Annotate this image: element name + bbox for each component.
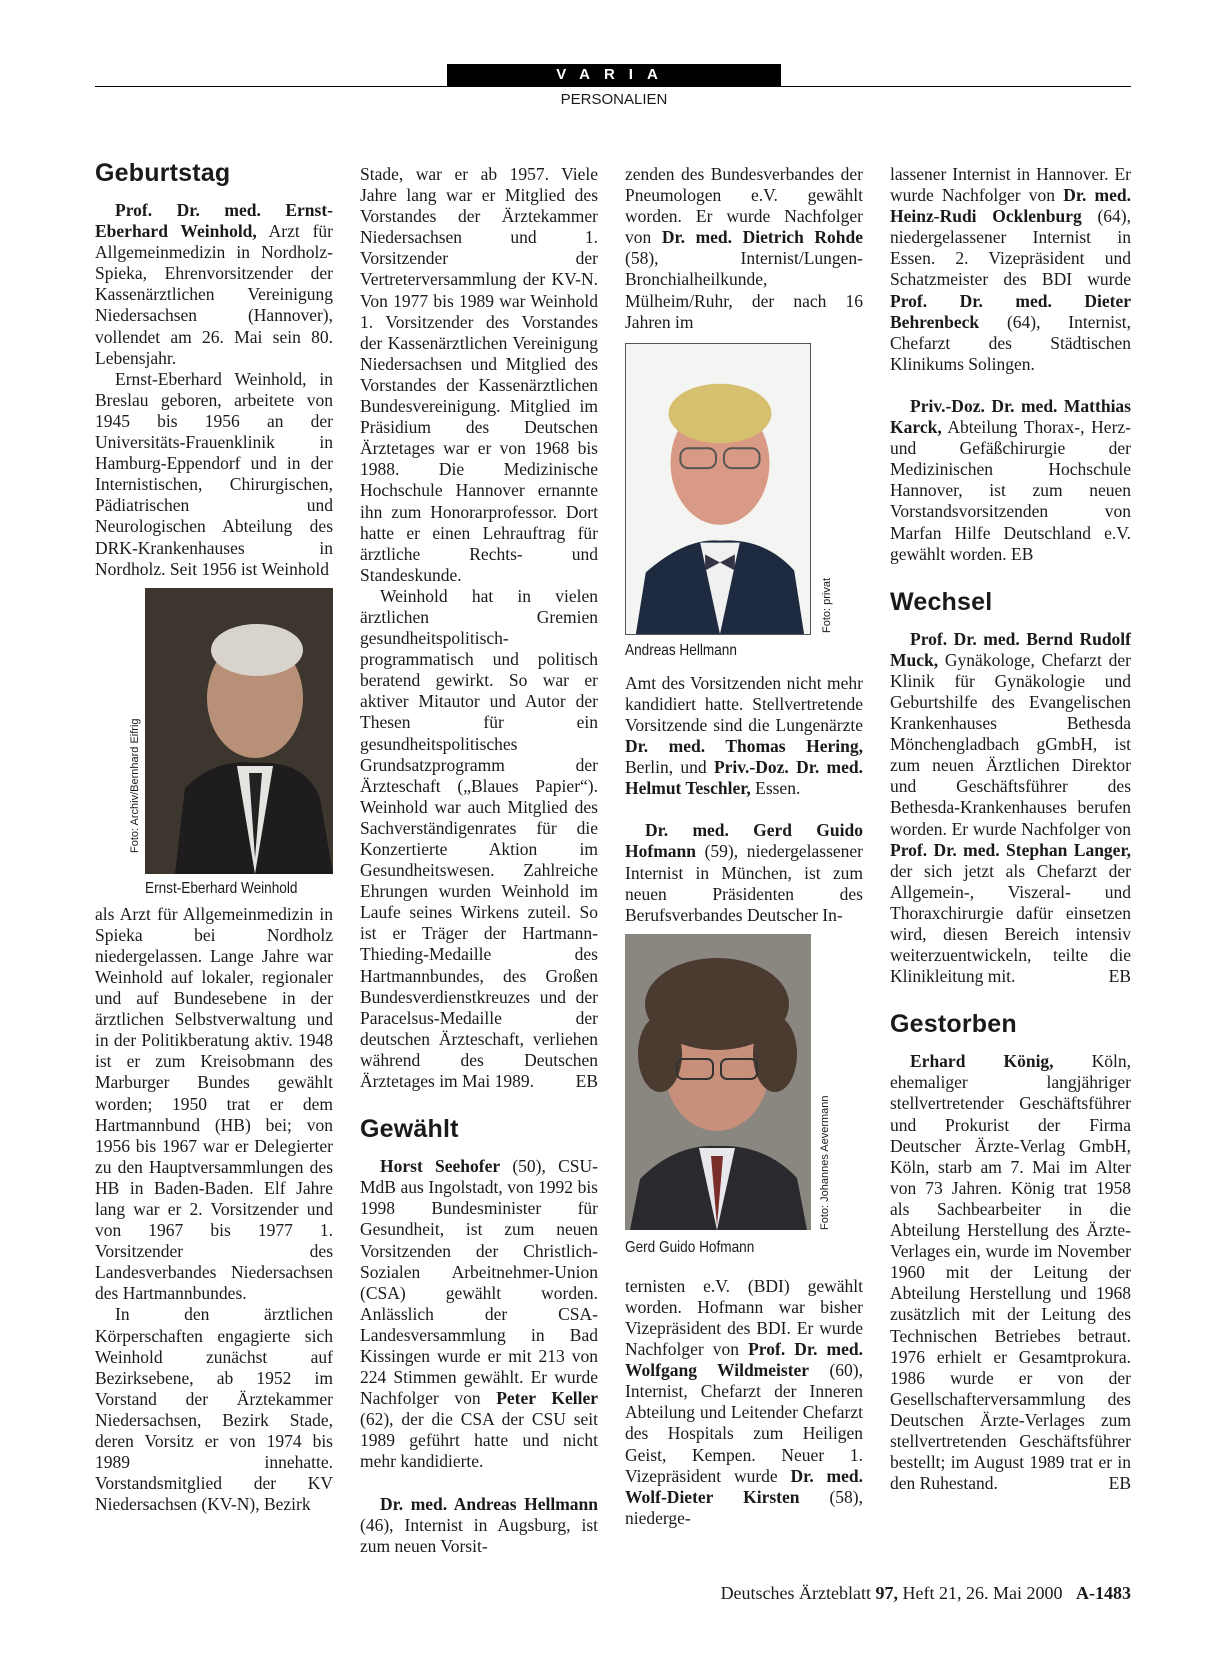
paragraph: Weinhold hat in vielen ärztlichen Gremien gesundheitspolitisch-programmatisch und politisch beratend gewirkt. So war er aktiver Mitautor und Autor der Thesen für ein gesundheitspolitisches Grundsatzprogramm der Ärzteschaft („Blaues Papier“). Weinhold war auch Mitglied des Sachverständigenrates für die Konzertierte Aktion im Gesundheitswesen. Zahlreiche Ehrungen wurden Weinhold im Laufe seines Wirkens zuteil. So ist er Träger der Hartmann-Thieding-Medaille des Hartmannbundes, des Großen Bundesverdienstkreuzes und der Paracelsus-Medaille der deutschen Ärzteschaft, verliehen während des Deutschen Ärztetages im Mai 1989. EB <box>360 585 598 1092</box>
paragraph: als Arzt für Allgemeinmedizin in Spieka bei Nordholz niedergelassen. Lange Jahre war Weinhold auf lokaler, regionaler und auf Bundesebene in der ärztlichen Selbstverwaltung und in der Politikberatung aktiv. 1948 ist er zum Kreisobmann des Marburger Bundes gewählt worden; 1950 trat er dem Hartmannbund (HB) bei; von 1956 bis 1967 war er Delegierter zu den Hauptversammlungen des HB in Baden-Baden. Elf Jahre lang war er 2. Vorsitzender und von 1967 bis 1977 1. Vorsitzender des Landesverbandes Niedersachsen des Hartmannbundes. <box>95 903 333 1304</box>
paragraph: Horst Seehofer (50), CSU-MdB aus Ingolstadt, von 1992 bis 1998 Bundesminister für Gesundheit, ist zum neuen Vorsitzenden der Christlich-Sozialen Arbeitnehmer-Union (CSA) gewählt worden. Anlässlich der CSA-Landesversammlung in Bad Kissingen wurde er mit 213 von 224 Stimmen gewählt. Er wurde Nachfolger von Peter Keller (62), der die CSA der CSU seit 1989 geführt hatte und nicht mehr kandidierte. <box>360 1156 598 1472</box>
signoff: EB <box>575 1071 598 1092</box>
paragraph: Dr. med. Andreas Hellmann (46), Internist in Augsburg, ist zum neuen Vorsit- <box>360 1493 598 1556</box>
page-footer <box>560 1583 1131 1604</box>
paragraph: Priv.-Doz. Dr. med. Matthias Karck, Abteilung Thorax-, Herz- und Gefäßchirurgie der Medizinischen Hochschule Hannover, ist zum neuen Vorstandsvorsitzenden von Marfan Hilfe Deutschland e.V. gewählt worden. EB <box>890 395 1131 564</box>
photo-figure <box>95 588 333 900</box>
subsection-label: PERSONALIEN <box>560 91 668 108</box>
paragraph: In den ärztlichen Körperschaften engagierte sich Weinhold zunächst auf Bezirksebene, ab 1952 im Vorstand der Ärztekammer Niedersachsen, Bezirk Stade, deren Vorsitz er von 1974 bis 1989 innehatte. Vorstandsmitglied der KV Niedersachsen (KV-N), Bezirk <box>95 1304 333 1515</box>
header-rule <box>95 86 1131 87</box>
portrait-photo-hofmann <box>625 934 811 1230</box>
page-number: A-1483 <box>1076 1583 1131 1603</box>
column-1 <box>95 158 333 1515</box>
paragraph: Stade, war er ab 1957. Viele Jahre lang war er Mitglied des Vorstandes der Ärztekammer Niedersachsen und 1. Vorsitzender der Vertreterversammlung der KV-N. Von 1977 bis 1989 war Weinhold 1. Vorsitzender des Vorstandes der Kassenärztlichen Vereinigung Niedersachsen und Mitglied des Vorstandes der Kassenärztlichen Bundesvereinigung. Mitglied im Präsidium des Deutschen Ärztetages war er von 1968 bis 1988. Die Medizinische Hochschule Hannover ernannte ihn zum Honorarprofessor. Dort hatte er einen Lehrauftrag für ärztliche Rechts- und Standeskunde. <box>360 164 598 585</box>
heading-gestorben: Gestorben <box>890 1010 1017 1039</box>
paragraph: Dr. med. Gerd Guido Hofmann (59), niedergelassener Internist in München, ist zum neuen Präsidenten des Berufsverbandes Deutscher In- <box>625 820 863 925</box>
signoff: EB <box>1108 966 1131 987</box>
paragraph: Ernst-Eberhard Weinhold, in Breslau geboren, arbeitete von 1945 bis 1956 an der Universitäts-Frauenklinik in Hamburg-Eppendorf und in der Internistischen, Chirurgischen, Pädiatrischen und Neurologischen Abteilung des DRK-Krankenhauses in Nordholz. Seit 1956 ist Weinhold <box>95 368 333 579</box>
heading-wechsel: Wechsel <box>890 587 993 616</box>
issue: Heft 21, 26. Mai 2000 <box>898 1583 1063 1603</box>
heading-geburtstag: Geburtstag <box>95 159 231 187</box>
section-banner: VARIA <box>447 64 781 86</box>
volume: 97, <box>875 1583 899 1603</box>
paragraph: zenden des Bundesverbandes der Pneumologen e.V. gewählt worden. Er wurde Nachfolger von Dr. med. Dietrich Rohde (58), Internist/Lungen-Bronchialheilkunde, Mülheim/Ruhr, der nach 16 Jahren im <box>625 164 863 332</box>
paragraph: Erhard König, Köln, ehemaliger langjähriger stellvertretender Geschäftsführer und Prokurist der Firma Deutscher Ärzte-Verlag GmbH, Köln, starb am 7. Mai im Alter von 73 Jahren. König trat 1958 als Sachbearbeiter in die Abteilung Herstellung des Ärzte-Verlages ein, wurde im November 1960 mit der Leitung der Abteilung Herstellung und 1968 zusätzlich mit der Leitung des Technischen Betriebes betraut. 1976 erhielt er Gesamtprokura. 1986 wurde er von der Gesellschafterversammlung des Deutschen Ärzte-Verlages zum stellvertretenden Geschäftsführer bestellt; im August 1989 trat er in den Ruhestand. EB <box>890 1051 1131 1494</box>
photo-credit: Foto: Archiv/Bernhard Eifrig <box>129 718 141 853</box>
photo-figure <box>625 343 863 673</box>
photo-caption: Andreas Hellmann <box>625 641 737 659</box>
paragraph: lassener Internist in Hannover. Er wurde Nachfolger von Dr. med. Heinz-Rudi Ocklenburg (64), niedergelassener Internist in Essen. 2. Vizepräsident und Schatzmeister des BDI wurde Prof. Dr. med. Dieter Behrenbeck (64), Internist, Chefarzt des Städtischen Klinikums Solingen. <box>890 164 1131 374</box>
column-4 <box>890 164 1131 1494</box>
photo-credit: Foto: privat <box>821 577 833 633</box>
heading-gewaehlt: Gewählt <box>360 1115 459 1144</box>
portrait-photo-weinhold <box>145 588 333 874</box>
photo-figure <box>625 934 863 1276</box>
paragraph: Prof. Dr. med. Ernst-Eberhard Weinhold, Arzt für Allgemeinmedizin in Nordholz-Spieka, Ehrenvorsitzender der Kassenärztlichen Vereinigung Niedersachsen (Hannover), vollendet am 26. Mai sein 80. Lebensjahr. <box>95 200 333 368</box>
signoff: EB <box>1011 543 1034 564</box>
signoff: EB <box>1108 1473 1131 1494</box>
photo-caption: Gerd Guido Hofmann <box>625 1238 755 1256</box>
column-2 <box>360 164 598 1557</box>
paragraph: ternisten e.V. (BDI) gewählt worden. Hofmann war bisher Vizepräsident des BDI. Er wurde Nachfolger von Prof. Dr. med. Wolfgang Wildmeister (60), Internist, Chefarzt der Inneren Abteilung und Leitender Chefarzt des Hospitals zum Heiligen Geist, Kempen. Neuer 1. Vizepräsident wurde Dr. med. Wolf-Dieter Kirsten (58), niederge- <box>625 1275 863 1528</box>
paragraph: Prof. Dr. med. Bernd Rudolf Muck, Gynäkologe, Chefarzt der Klinik für Gynäkologie und Geburtshilfe des Evangelischen Krankenhauses Bethesda Mönchengladbach gGmbH, ist zum neuen Ärztlichen Direktor und Geschäftsführer des Bethesda-Krankenhauses berufen worden. Er wurde Nachfolger von Prof. Dr. med. Stephan Langer, der sich jetzt als Chefarzt der Allgemein-, Viszeral- und Thoraxchirurgie dafür einsetzen wird, diesen Bereich intensiv weiterzuentwickeln, teilte die Klinikleitung mit. EB <box>890 628 1131 987</box>
portrait-photo-hellmann <box>625 343 811 635</box>
column-3 <box>625 164 863 1529</box>
paragraph: Amt des Vorsitzenden nicht mehr kandidiert hatte. Stellvertretende Vorsitzende sind die Lungenärzte Dr. med. Thomas Hering, Berlin, und Priv.-Doz. Dr. med. Helmut Teschler, Essen. <box>625 672 863 799</box>
journal-name: Deutsches Ärzteblatt <box>720 1583 876 1603</box>
photo-credit: Foto: Johannes Aevermann <box>819 1095 831 1230</box>
photo-caption: Ernst-Eberhard Weinhold <box>145 879 298 897</box>
